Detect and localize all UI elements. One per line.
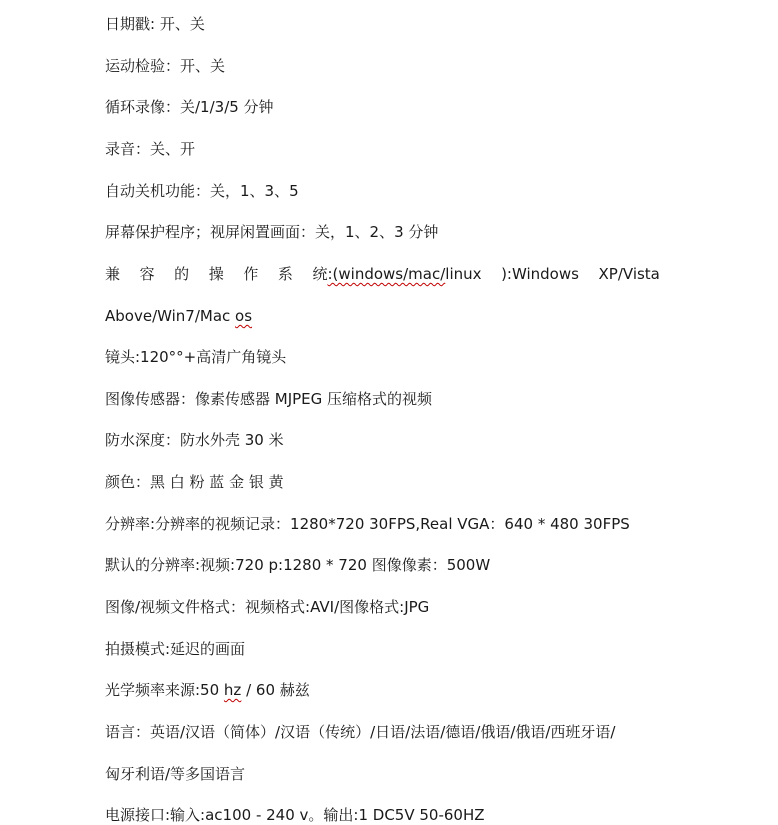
spec-waterproof-depth: 防水深度：防水外壳 30 米 [105, 431, 284, 449]
spec-shooting-mode: 拍摄模式:延迟的画面 [105, 640, 246, 658]
os-word: 容 [139, 265, 155, 283]
spellcheck-word: os [235, 307, 253, 325]
spec-default-resolution: 默认的分辨率:视频:720 p:1280 * 720 图像像素：500W [105, 556, 491, 574]
os-list-text: Above/Win7/Mac [105, 307, 236, 325]
spec-file-format: 图像/视频文件格式：视频格式:AVI/图像格式:JPG [105, 598, 430, 616]
os-word [312, 264, 481, 284]
spec-auto-power-off: 自动关机功能：关，1、3、5 [105, 182, 299, 200]
os-word: 系 [277, 265, 293, 283]
spec-languages-continued: 匈牙利语/等多国语言 [105, 765, 246, 783]
os-word: 的 [174, 265, 190, 283]
os-word: 作 [243, 265, 259, 283]
os-word: 操 [208, 265, 224, 283]
os-word: 兼 [105, 265, 121, 283]
spec-light-frequency [105, 680, 310, 700]
spec-compatible-os [105, 264, 660, 284]
spellcheck-word: hz [223, 681, 242, 699]
spec-date-stamp: 日期戳: 开、关 [105, 15, 205, 33]
spec-screensaver: 屏幕保护程序；视屏闲置画面：关，1、2、3 分钟 [105, 223, 439, 241]
spellcheck-word: :(windows/mac/ [327, 265, 446, 283]
os-word-part: 统 [312, 265, 328, 283]
frequency-text: / 60 赫兹 [241, 681, 310, 699]
spec-languages: 语言：英语/汉语（简体）/汉语（传统）/日语/法语/德语/俄语/俄语/西班牙语/ [105, 723, 616, 741]
os-word-part: linux [445, 265, 482, 283]
spec-colors: 颜色：黑 白 粉 蓝 金 银 黄 [105, 473, 284, 491]
spec-image-sensor: 图像传感器：像素传感器 MJPEG 压缩格式的视频 [105, 390, 433, 408]
frequency-text: 光学频率来源:50 [105, 681, 224, 699]
spec-power-interface: 电源接口:输入:ac100 - 240 v。输出:1 DC5V 50-60HZ [105, 806, 485, 824]
spec-lens: 镜头:120°°+高清广角镜头 [105, 348, 287, 366]
spec-motion-detection: 运动检验：开、关 [105, 57, 226, 75]
os-word: XP/Vista [598, 265, 660, 283]
spec-loop-recording: 循环录像：关/1/3/5 分钟 [105, 98, 274, 116]
spec-resolution: 分辨率:分辨率的视频记录：1280*720 30FPS,Real VGA：640 * 480 30FPS [105, 515, 630, 533]
os-word: ):Windows [501, 265, 579, 283]
spec-audio-recording: 录音：关、开 [105, 140, 196, 158]
spec-compatible-os-continued [105, 306, 252, 326]
